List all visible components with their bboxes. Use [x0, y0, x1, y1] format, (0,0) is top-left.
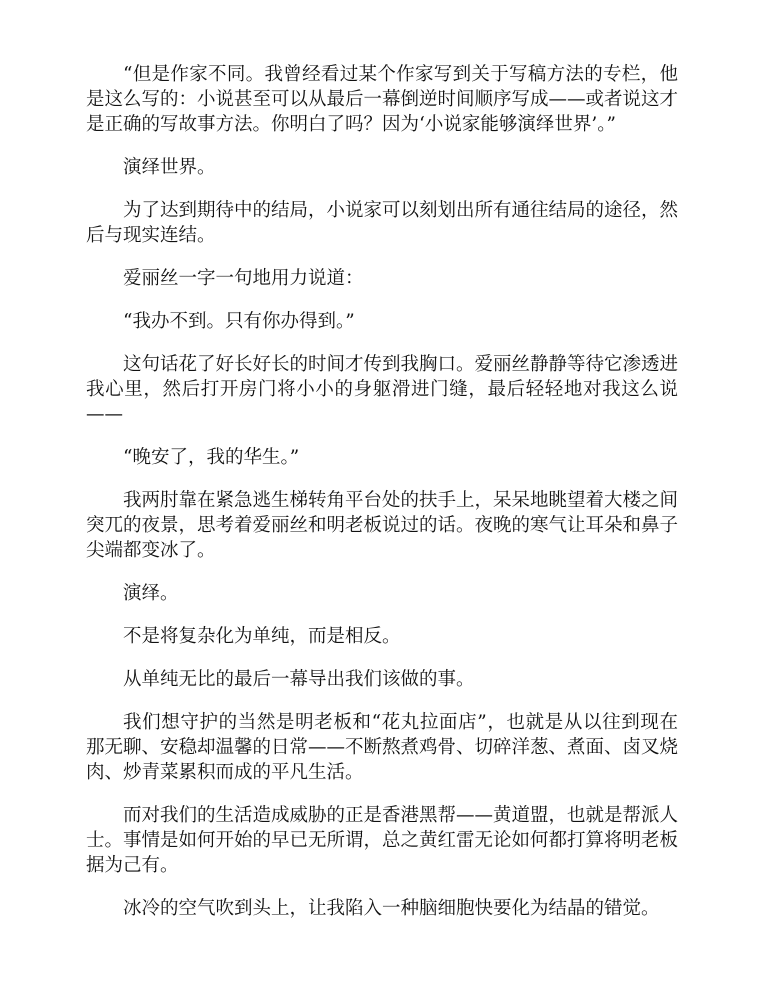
- paragraph-2: 演绎世界。: [123, 157, 216, 178]
- paragraph-9: 演绎。: [123, 583, 179, 604]
- paragraph-14: 冰冷的空气吹到头上，让我陷入一种脑细胞快要化为结晶的错觉。: [123, 898, 660, 919]
- paragraph-5: “我办不到。只有你办得到。”: [123, 311, 355, 332]
- document-page: [86, 62, 678, 939]
- paragraph-3: 为了达到期待中的结局，小说家可以刻划出所有通往结局的途径，然后与现实连结。: [86, 200, 679, 246]
- paragraph-1: “但是作家不同。我曾经看过某个作家写到关于写稿方法的专栏，他是这么写的：小说甚至可以从最后一幕倒逆时间顺序写成——或者说这才是正确的写故事方法。你明白了吗？因为‘小说家能够演绎世界’。”: [86, 64, 679, 135]
- paragraph-13: 而对我们的生活造成威胁的正是香港黑帮——黄道盟，也就是帮派人士。事情是如何开始的早已无所谓，总之黄红雷无论如何都打算将明老板据为己有。: [86, 805, 679, 876]
- paragraph-8: 我两肘靠在紧急逃生梯转角平台处的扶手上，呆呆地眺望着大楼之间突兀的夜景，思考着爱丽丝和明老板说过的话。夜晚的寒气让耳朵和鼻子尖端都变冰了。: [86, 490, 679, 561]
- paragraph-12: 我们想守护的当然是明老板和“花丸拉面店”，也就是从以往到现在那无聊、安稳却温馨的日常——不断熬煮鸡骨、切碎洋葱、煮面、卤叉烧肉、炒青菜累积而成的平凡生活。: [86, 712, 679, 783]
- paragraph-11: 从单纯无比的最后一幕导出我们该做的事。: [123, 669, 475, 690]
- paragraph-7: “晚安了，我的华生。”: [123, 447, 300, 468]
- paragraph-4: 爱丽丝一字一句地用力说道：: [123, 268, 364, 289]
- paragraph-6: 这句话花了好长好长的时间才传到我胸口。爱丽丝静静等待它渗透进我心里，然后打开房门将小小的身躯滑进门缝，最后轻轻地对我这么说——: [86, 354, 679, 425]
- paragraph-10: 不是将复杂化为单纯，而是相反。: [123, 626, 401, 647]
